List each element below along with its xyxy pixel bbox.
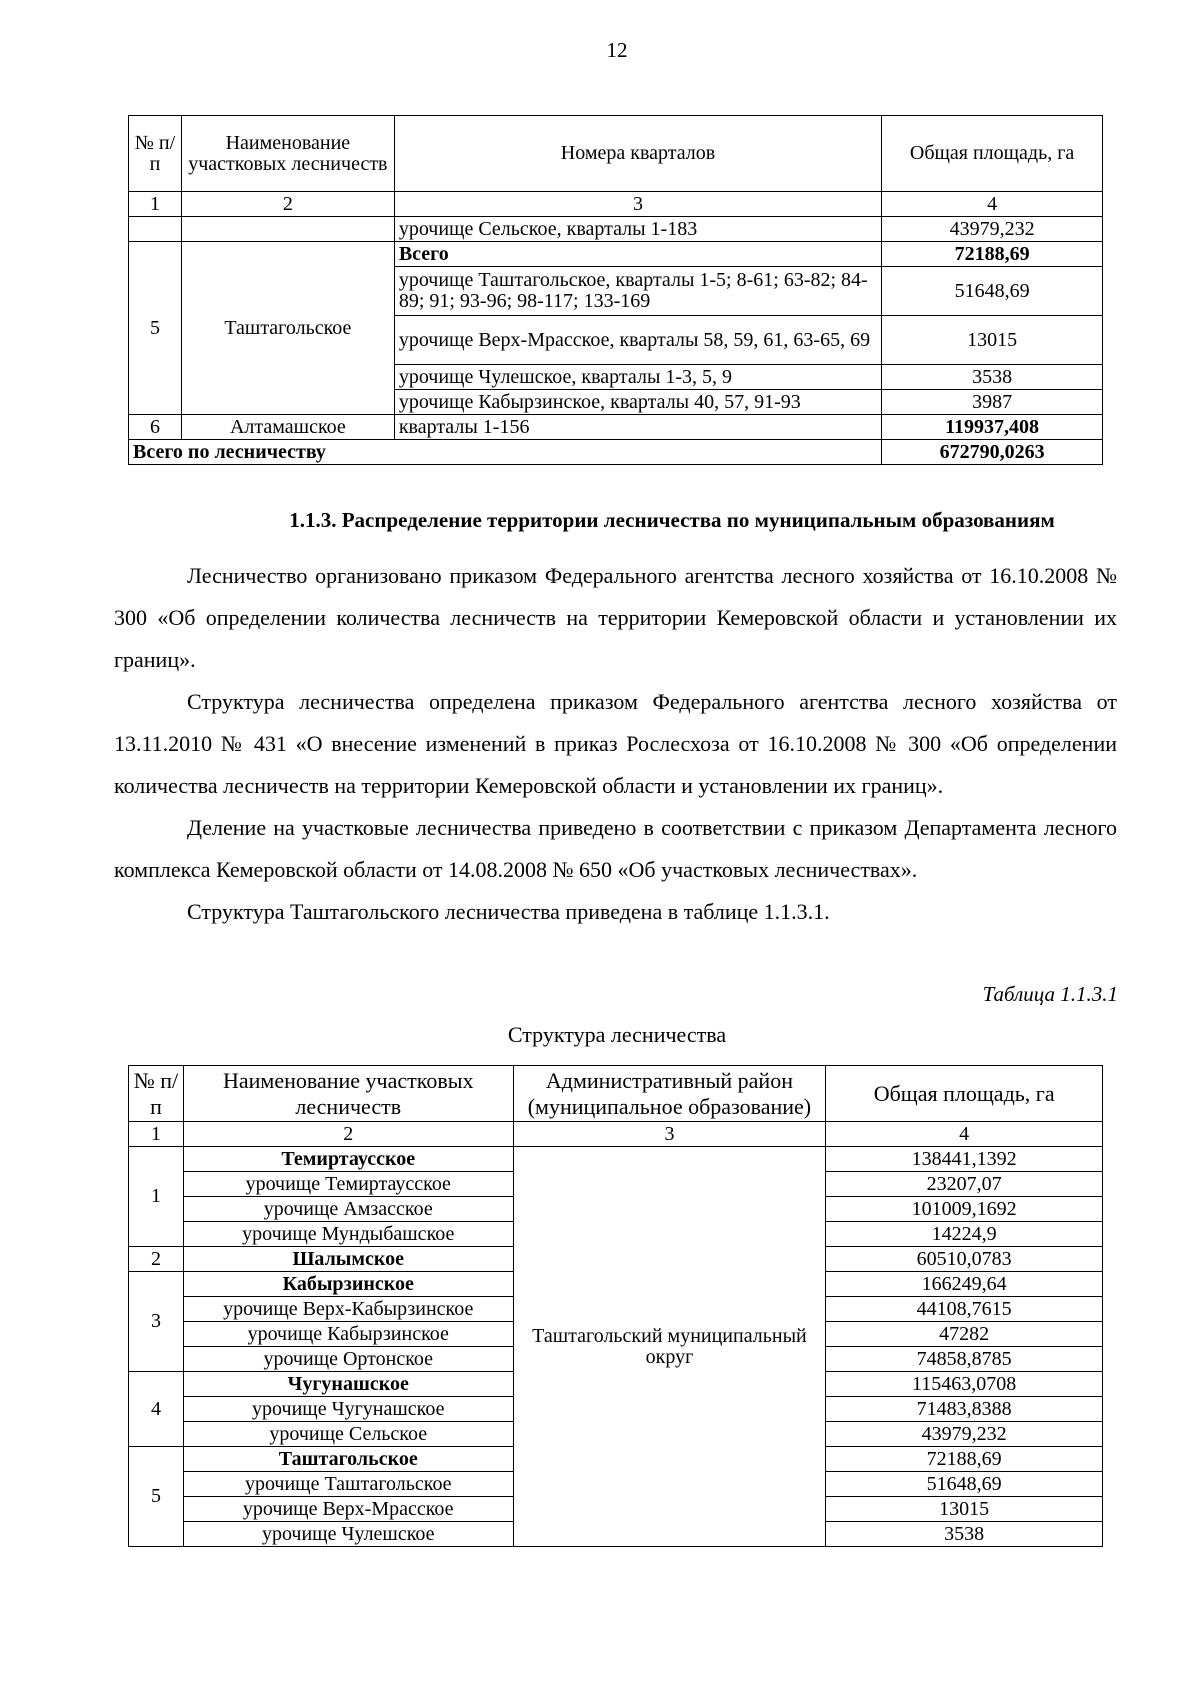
forestry-name: урочище Амзасское	[183, 1197, 513, 1222]
forestry-name: урочище Таштагольское	[183, 1472, 513, 1497]
forestry-name: урочище Сельское	[183, 1422, 513, 1447]
forestry-name: урочище Чугунашское	[183, 1397, 513, 1422]
table-header-row	[129, 116, 1103, 192]
forestry-name: урочище Верх-Кабырзинское	[183, 1297, 513, 1322]
total-area: 72188,69	[882, 242, 1103, 267]
group-number: 1	[129, 1147, 184, 1247]
table-title: Структура лесничества	[507, 1022, 727, 1047]
forestry-name: Кабырзинское	[183, 1272, 513, 1297]
quarters-cell: урочище Кабырзинское, кварталы 40, 57, 91-93	[394, 390, 881, 415]
forestry-name: Темиртаусское	[183, 1147, 513, 1172]
column-number-row	[129, 192, 1103, 217]
table-row	[129, 217, 1103, 242]
header-area: Общая площадь, га	[826, 1066, 1103, 1122]
group-number: 3	[129, 1272, 184, 1372]
paragraph: Структура Таштагольского лесничества приведена в таблице 1.1.3.1.	[187, 899, 830, 924]
col-number: 1	[129, 1122, 184, 1147]
header-quarters: Номера кварталов	[394, 116, 881, 192]
grand-total-area: 672790,0263	[882, 440, 1103, 465]
table-row	[129, 415, 1103, 440]
quarters-cell: урочище Верх-Мрасское, кварталы 58, 59, 61, 63-65, 69	[394, 316, 881, 365]
area-cell: 43979,232	[882, 217, 1103, 242]
forestry-name: урочище Ортонское	[183, 1347, 513, 1372]
forestry-name: Алтамашское	[181, 415, 394, 440]
forestry-name: Шалымское	[183, 1247, 513, 1272]
header-name: Наименование участковых лесничеств	[181, 116, 394, 192]
area-cell: 44108,7615	[826, 1297, 1103, 1322]
header-district: Административный район (муниципальное образование)	[513, 1066, 826, 1122]
area-cell: 115463,0708	[826, 1372, 1103, 1397]
body-text	[114, 555, 1117, 933]
area-cell: 3538	[882, 365, 1103, 390]
area-cell: 23207,07	[826, 1172, 1103, 1197]
area-cell: 3987	[882, 390, 1103, 415]
forestry-name: Таштагольское	[181, 242, 394, 415]
forestry-name: урочище Мундыбашское	[183, 1222, 513, 1247]
col-number: 4	[826, 1122, 1103, 1147]
group-number: 5	[129, 242, 182, 415]
quarters-table	[128, 115, 1103, 465]
area-cell: 47282	[826, 1322, 1103, 1347]
col-number: 3	[394, 192, 881, 217]
quarters-cell: урочище Чулешское, кварталы 1-3, 5, 9	[394, 365, 881, 390]
quarters-cell: урочище Таштагольское, кварталы 1-5; 8-61; 63-82; 84-89; 91; 93-96; 98-117; 133-169	[394, 267, 881, 316]
area-cell: 13015	[882, 316, 1103, 365]
total-label: Всего	[394, 242, 881, 267]
area-cell: 166249,64	[826, 1272, 1103, 1297]
paragraph: Структура лесничества определена приказом Федерального агентства лесного хозяйства от 13.11.2010 № 431 «О внесение изменений в приказ Рослесхоза от 16.10.2008 № 300 «Об определении количества лесничеств на территории Кемеровской области и установлении их границ».	[114, 689, 1117, 798]
area-cell: 43979,232	[826, 1422, 1103, 1447]
forestry-name: Чугунашское	[183, 1372, 513, 1397]
structure-table	[128, 1065, 1103, 1547]
area-cell: 13015	[826, 1497, 1103, 1522]
forestry-name: урочище Верх-Мрасское	[183, 1497, 513, 1522]
header-num: № п/п	[129, 116, 182, 192]
forestry-name: урочище Кабырзинское	[183, 1322, 513, 1347]
area-cell: 14224,9	[826, 1222, 1103, 1247]
header-num: № п/п	[129, 1066, 184, 1122]
col-number: 2	[181, 192, 394, 217]
page-number: 12	[606, 38, 628, 62]
forestry-name: урочище Темиртаусское	[183, 1172, 513, 1197]
area-cell: 71483,8388	[826, 1397, 1103, 1422]
paragraph: Лесничество организовано приказом Федерального агентства лесного хозяйства от 16.10.2008 № 300 «Об определении количества лесничеств на территории Кемеровской области и установлении их границ».	[114, 563, 1117, 672]
header-area: Общая площадь, га	[882, 116, 1103, 192]
grand-total-label: Всего по лесничеству	[129, 440, 882, 465]
district-cell: Таштагольский муниципальный округ	[513, 1147, 826, 1547]
area-cell: 51648,69	[882, 267, 1103, 316]
table-header-row	[129, 1066, 1103, 1122]
area-cell: 119937,408	[882, 415, 1103, 440]
area-cell: 72188,69	[826, 1447, 1103, 1472]
group-number: 2	[129, 1247, 184, 1272]
group-number: 6	[129, 415, 182, 440]
forestry-name: Таштагольское	[183, 1447, 513, 1472]
col-number: 3	[513, 1122, 826, 1147]
col-number: 2	[183, 1122, 513, 1147]
area-cell: 101009,1692	[826, 1197, 1103, 1222]
area-cell: 74858,8785	[826, 1347, 1103, 1372]
paragraph: Деление на участковые лесничества приведено в соответствии с приказом Департамента лесного комплекса Кемеровской области от 14.08.2008 № 650 «Об участковых лесничествах».	[114, 815, 1117, 882]
table-row	[129, 242, 1103, 267]
forestry-name: урочище Чулешское	[183, 1522, 513, 1547]
col-number: 1	[129, 192, 182, 217]
table-row	[129, 1147, 1103, 1172]
grand-total-row	[129, 440, 1103, 465]
column-number-row	[129, 1122, 1103, 1147]
quarters-cell: кварталы 1-156	[394, 415, 881, 440]
area-cell: 3538	[826, 1522, 1103, 1547]
quarters-cell: урочище Сельское, кварталы 1-183	[394, 217, 881, 242]
group-number: 4	[129, 1372, 184, 1447]
area-cell: 51648,69	[826, 1472, 1103, 1497]
area-cell: 60510,0783	[826, 1247, 1103, 1272]
table-caption: Таблица 1.1.3.1	[982, 982, 1118, 1006]
header-name: Наименование участковых лесничеств	[183, 1066, 513, 1122]
col-number: 4	[882, 192, 1103, 217]
area-cell: 138441,1392	[826, 1147, 1103, 1172]
section-heading: 1.1.3. Распределение территории лесничества по муниципальным образованиям	[289, 508, 1055, 532]
group-number: 5	[129, 1447, 184, 1547]
